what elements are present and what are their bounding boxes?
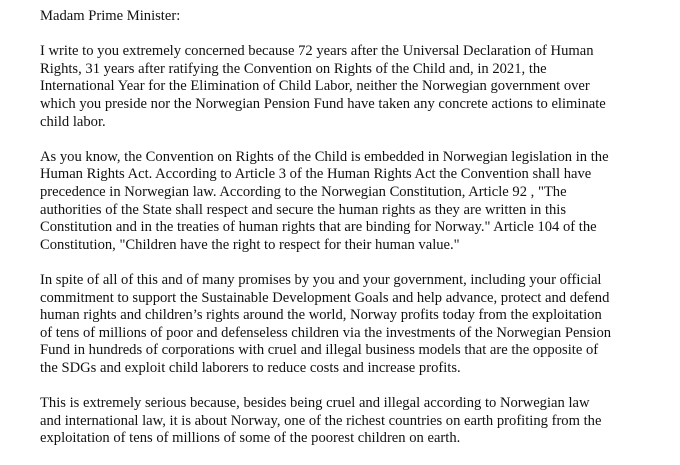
text-line: authorities of the State shall respect and secure the human rights as they are written in this [40, 201, 567, 218]
text-line: precedence in Norwegian law. According to the Norwegian Constitution, Article 92 , "The [40, 183, 567, 200]
paragraph-1 [40, 43, 680, 131]
salutation [40, 8, 680, 26]
text-line: Constitution, "Children have the right to respect for their human value." [40, 236, 460, 253]
text-line: of tens of millions of poor and defenseless children via the investments of the Norwegian Pension [40, 324, 612, 341]
text-line: International Year for the Elimination of Child Labor, neither the Norwegian government over [40, 78, 590, 95]
text-line: This is extremely serious because, besides being cruel and illegal according to Norwegian law [40, 395, 590, 412]
text-line: the SDGs and exploit child laborers to reduce costs and increase profits. [40, 359, 461, 376]
text-line: Constitution and in the treaties of human rights that are binding for Norway." Article 104 of the [40, 219, 597, 236]
paragraph-2 [40, 149, 680, 255]
letter-body [40, 8, 680, 465]
text-line: commitment to support the Sustainable Development Goals and help advance, protect and defend [40, 289, 610, 306]
salutation-text: Madam Prime Minister: [40, 8, 181, 24]
text-line: In spite of all of this and of many promises by you and your government, including your official [40, 271, 602, 288]
text-line: exploitation of tens of millions of some of the poorest children on earth. [40, 430, 461, 447]
text-line: and international law, it is about Norway, one of the richest countries on earth profiting from the [40, 412, 602, 429]
paragraph-4 [40, 395, 680, 448]
text-line: Rights, 31 years after ratifying the Convention on Rights of the Child and, in 2021, the [40, 60, 547, 77]
text-line: which you preside nor the Norwegian Pension Fund have taken any concrete actions to eliminate [40, 95, 606, 112]
text-line: As you know, the Convention on Rights of the Child is embedded in Norwegian legislation in the [40, 148, 609, 165]
text-line: human rights and children’s rights around the world, Norway profits today from the exploitation [40, 307, 602, 324]
paragraph-3 [40, 272, 680, 378]
text-line: Fund in hundreds of corporations with cruel and illegal business models that are the opposite of [40, 342, 599, 359]
text-line: child labor. [40, 113, 106, 130]
text-line: Human Rights Act. According to Article 3 of the Human Rights Act the Convention shall have [40, 166, 592, 183]
text-line: I write to you extremely concerned because 72 years after the Universal Declaration of Human [40, 43, 594, 60]
